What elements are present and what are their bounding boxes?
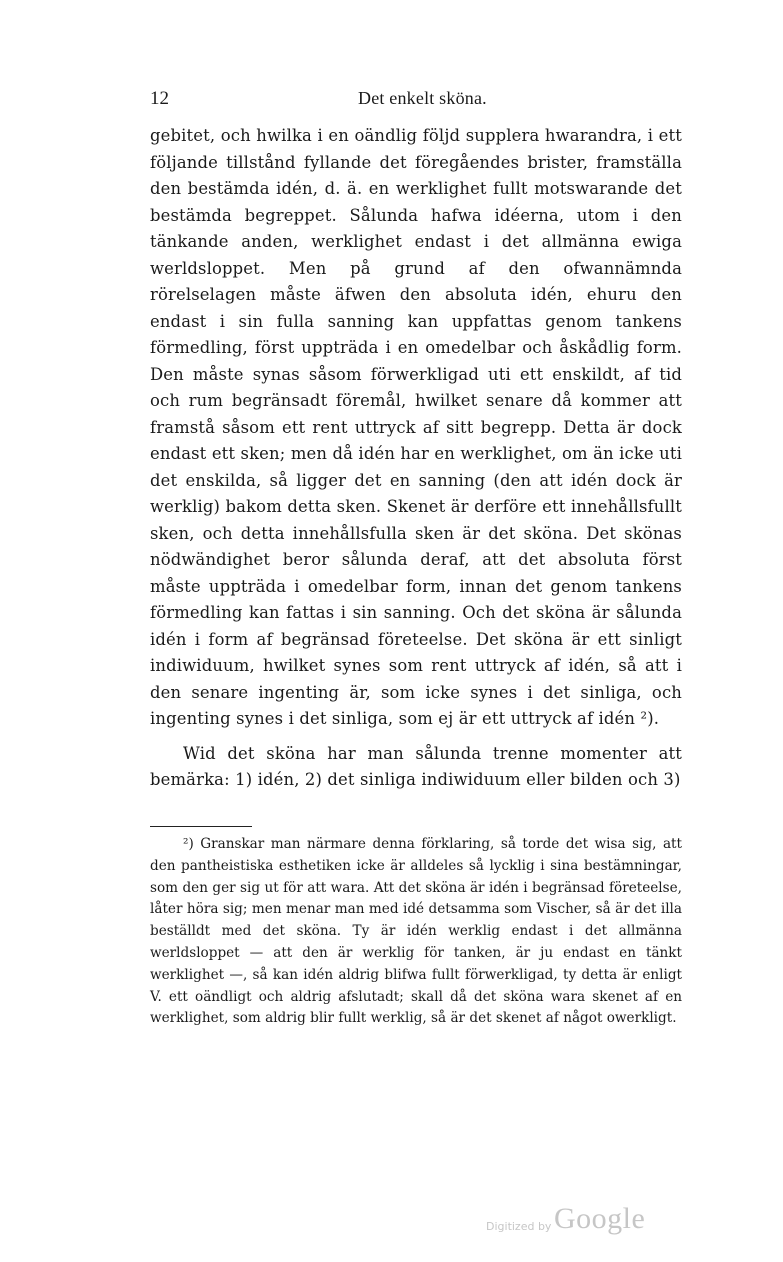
footnote-divider	[150, 826, 252, 827]
page-header	[150, 88, 680, 116]
page-number: 12	[150, 88, 169, 109]
paragraph-1: gebitet, och hwilka i en oändlig följd supplera hwarandra, i ett följande tillstånd fyllande det föregåendes brister, framställa den bestämda idén, d. ä. en werklighet fullt motswarande det bestämda begreppet. Sålunda hafwa idéerna, utom i den tänkande anden, werklighet endast i det allmänna ewiga werldsloppet. Men på grund af den ofwannämnda rörelselagen måste äfwen den absoluta idén, ehuru den endast i sin fulla sanning kan uppfattas genom tankens förmedling, först uppträda i en omedelbar och åskådlig form. Den måste synas såsom förwerkligad uti ett enskildt, af tid och rum begränsadt föremål, hwilket senare då kommer att framstå såsom ett rent uttryck af sitt begrepp. Detta är dock endast ett sken; men då idén har en werklighet, om än icke uti det enskilda, så ligger det en sanning (den att idén dock är werklig) bakom detta sken. Skenet är derföre ett innehållsfullt sken, och detta innehållsfulla sken är det sköna. Det skönas nödwändighet beror sålunda deraf, att det absoluta först måste uppträda i omedelbar form, innan det genom tankens förmedling kan fattas i sin sanning. Och det sköna är sålunda idén i form af begränsad företeelse. Det sköna är ett sinligt indiwiduum, hwilket synes som rent uttryck af idén, så att i den senare ingenting är, som icke synes i det sinliga, och ingenting synes i det sinliga, som ej är ett uttryck af idén ²).	[150, 126, 682, 728]
footnote-2: ²) Granskar man närmare denna förklaring, så torde det wisa sig, att den pantheistiska esthetiken icke är alldeles så lycklig i sina bestämningar, som den ger sig ut för att wara. Att det sköna är idén i begränsad företeelse, låter höra sig; men menar man med idé detsamma som Vischer, så är det illa beställdt med det sköna. Ty är idén werklig endast i det allmänna werldsloppet — att den är werklig för tanken, är ju endast en tänkt werklighet —, så kan idén aldrig blifwa fullt förwerkligad, ty detta är enligt V. ett oändligt och aldrig afslutadt; skall då det sköna wara skenet af en werklighet, som aldrig blir fullt werklig, så är det skenet af något owerkligt.	[150, 836, 682, 1027]
main-text	[150, 123, 682, 794]
footnotes	[150, 834, 682, 1030]
google-logo: Google	[554, 1202, 646, 1235]
digitized-by-label: Digitized by	[486, 1220, 552, 1233]
digitized-watermark	[486, 1202, 686, 1242]
running-title: Det enkelt sköna.	[358, 88, 487, 108]
paragraph-2: Wid det sköna har man sålunda trenne momenter att bemärka: 1) idén, 2) det sinliga indiwiduum eller bilden och 3)	[150, 743, 682, 789]
